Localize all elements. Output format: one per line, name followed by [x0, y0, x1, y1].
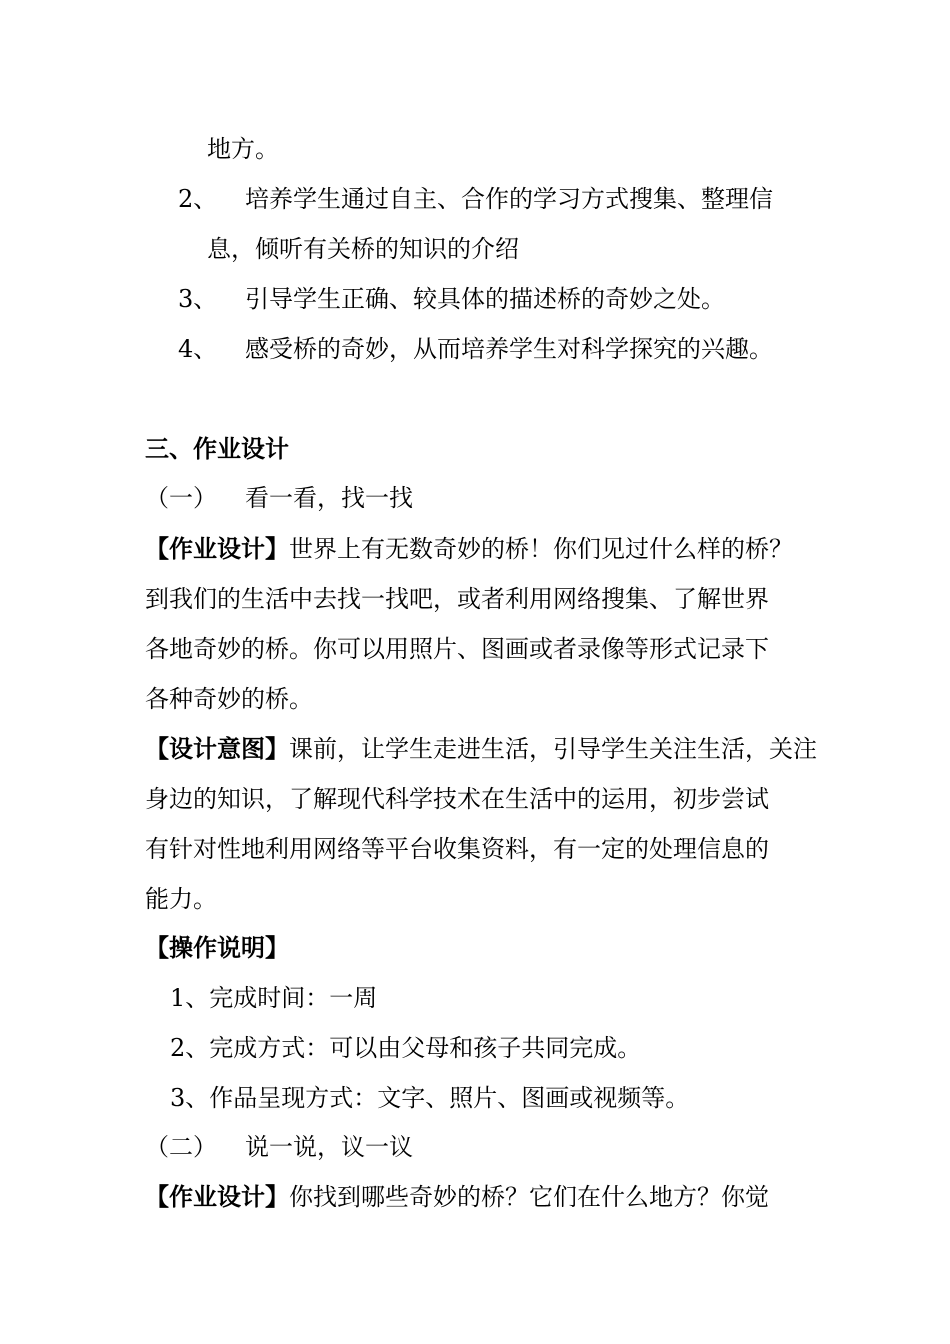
- part1-intent-line4: 能力。: [145, 885, 217, 913]
- objective-2-text: 培养学生通过自主、合作的学习方式搜集、整理信: [245, 185, 773, 213]
- objective-1-continuation: 地方。: [207, 135, 279, 163]
- design-label: 【作业设计】: [145, 534, 289, 563]
- section-heading: 三、作业设计: [145, 434, 289, 463]
- part1-intent-line3: 有针对性地利用网络等平台收集资料，有一定的处理信息的: [145, 835, 769, 863]
- objective-3-number: 3、: [178, 285, 218, 313]
- design-label: 【作业设计】: [145, 1182, 289, 1211]
- part1-design-line1: [145, 534, 793, 564]
- part2-design-line1: [145, 1182, 769, 1212]
- objective-2-number: 2、: [178, 185, 218, 213]
- part1-design-line4: 各种奇妙的桥。: [145, 685, 313, 713]
- intent-label: 【设计意图】: [145, 734, 289, 763]
- operation-item-1: 1、完成时间：一周: [170, 984, 378, 1012]
- intent-text: 课前，让学生走进生活，引导学生关注生活，关注: [289, 735, 817, 763]
- part1-design-line2: 到我们的生活中去找一找吧，或者利用网络搜集、了解世界: [145, 585, 769, 613]
- objective-4-number: 4、: [178, 335, 218, 363]
- objective-2-continuation: 息，倾听有关桥的知识的介绍: [207, 235, 519, 263]
- part1-title: 看一看，找一找: [245, 484, 413, 512]
- objective-3-text: 引导学生正确、较具体的描述桥的奇妙之处。: [245, 285, 725, 313]
- design-text: 你找到哪些奇妙的桥？它们在什么地方？你觉: [289, 1183, 769, 1211]
- part1-design-line3: 各地奇妙的桥。你可以用照片、图画或者录像等形式记录下: [145, 635, 769, 663]
- design-text: 世界上有无数奇妙的桥！你们见过什么样的桥？: [289, 535, 793, 563]
- part2-title: 说一说，议一议: [245, 1133, 413, 1161]
- operation-item-2: 2、完成方式：可以由父母和孩子共同完成。: [170, 1034, 642, 1062]
- part1-intent-line1: [145, 734, 817, 764]
- operation-item-3: 3、作品呈现方式：文字、照片、图画或视频等。: [170, 1084, 690, 1112]
- part1-number: （一）: [145, 484, 217, 512]
- part1-intent-line2: 身边的知识，了解现代科学技术在生活中的运用，初步尝试: [145, 785, 769, 813]
- part2-number: （二）: [145, 1133, 217, 1161]
- operation-notes-heading: 【操作说明】: [145, 933, 289, 962]
- objective-4-text: 感受桥的奇妙，从而培养学生对科学探究的兴趣。: [245, 335, 773, 363]
